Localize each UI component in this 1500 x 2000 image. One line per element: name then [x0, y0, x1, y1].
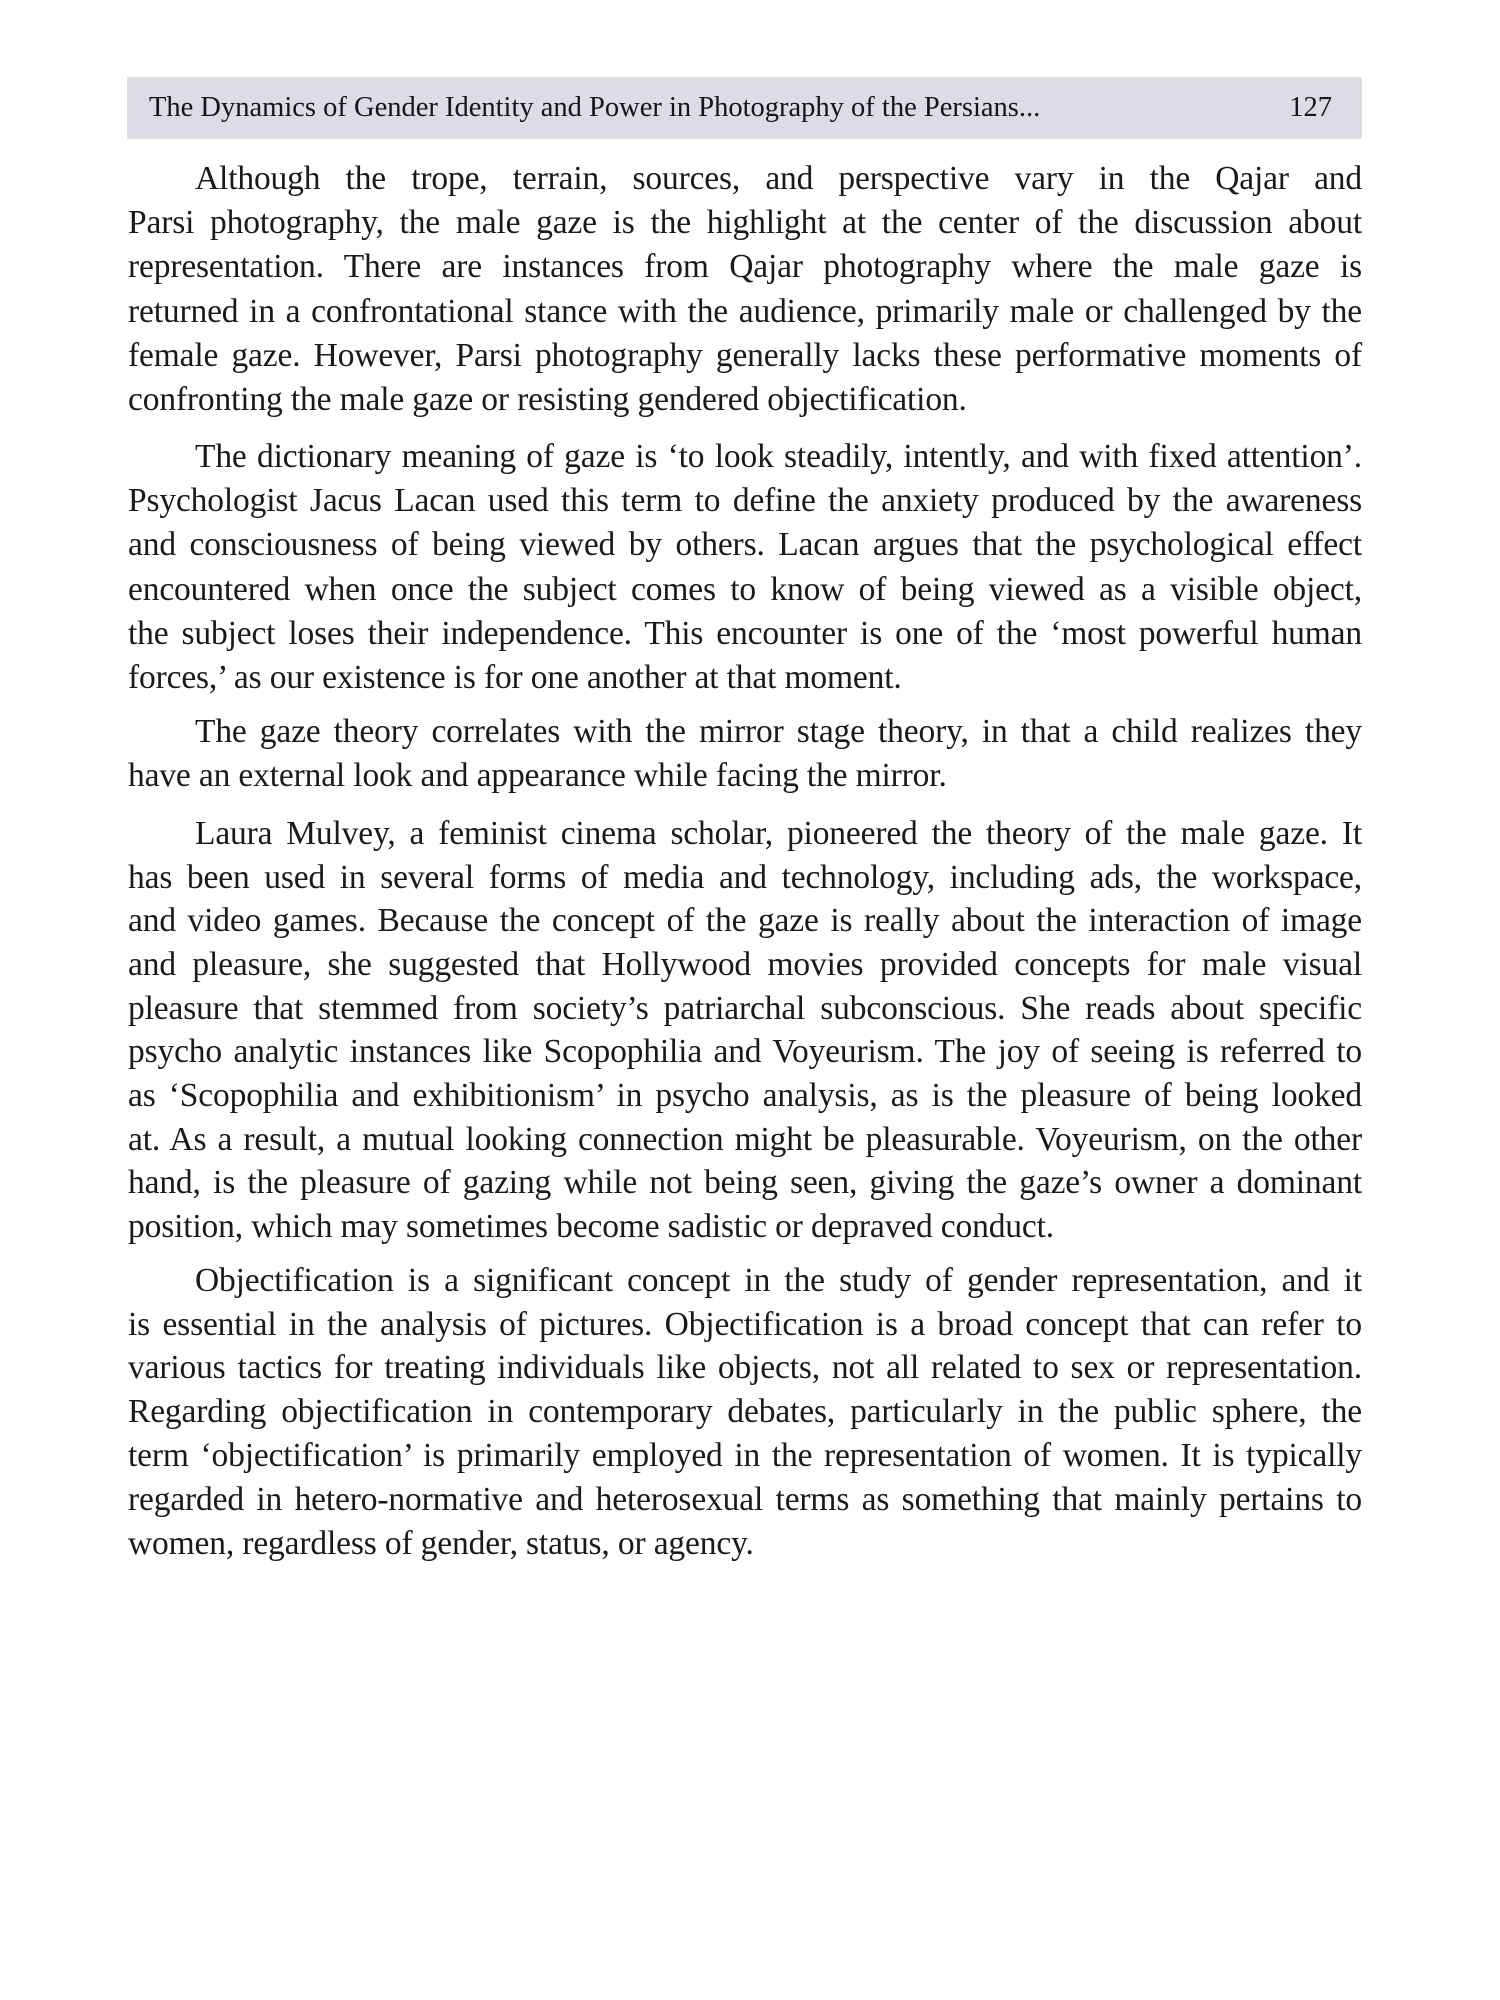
text-line: at. As a result, a mutual looking connection might be pleasurable. Voyeurism, on the other: [128, 1121, 1362, 1158]
text-line: term ‘objectification’ is primarily employed in the representation of women. It is typically: [128, 1437, 1362, 1474]
text-line: women, regardless of gender, status, or agency.: [128, 1525, 754, 1562]
text-line: returned in a confrontational stance with the audience, primarily male or challenged by the: [128, 293, 1362, 330]
text-line: forces,’ as our existence is for one another at that moment.: [128, 659, 902, 696]
text-line: encountered when once the subject comes to know of being viewed as a visible object,: [128, 571, 1362, 608]
running-header: [127, 77, 1362, 139]
text-line: pleasure that stemmed from society’s patriarchal subconscious. She reads about specific: [128, 990, 1362, 1027]
text-line: The gaze theory correlates with the mirror stage theory, in that a child realizes they: [195, 713, 1362, 750]
text-line: female gaze. However, Parsi photography generally lacks these performative moments of: [128, 337, 1362, 374]
text-line: the subject loses their independence. This encounter is one of the ‘most powerful human: [128, 615, 1362, 652]
text-line: Parsi photography, the male gaze is the highlight at the center of the discussion about: [128, 204, 1362, 241]
text-line: regarded in hetero-normative and heterosexual terms as something that mainly pertains to: [128, 1481, 1362, 1518]
text-line: is essential in the analysis of pictures. Objectification is a broad concept that can refer to: [128, 1306, 1362, 1343]
text-line: Regarding objectification in contemporary debates, particularly in the public sphere, the: [128, 1393, 1362, 1430]
text-line: as ‘Scopophilia and exhibitionism’ in psycho analysis, as is the pleasure of being looked: [128, 1077, 1362, 1114]
text-line: has been used in several forms of media and technology, including ads, the workspace,: [128, 859, 1362, 896]
text-line: various tactics for treating individuals like objects, not all related to sex or representation.: [128, 1349, 1362, 1386]
text-line: hand, is the pleasure of gazing while not being seen, giving the gaze’s owner a dominant: [128, 1164, 1362, 1201]
text-line: Objectification is a significant concept in the study of gender representation, and it: [195, 1262, 1362, 1299]
text-line: Although the trope, terrain, sources, and perspective vary in the Qajar and: [195, 160, 1362, 197]
text-line: and consciousness of being viewed by others. Lacan argues that the psychological effect: [128, 526, 1362, 563]
text-line: and pleasure, she suggested that Hollywood movies provided concepts for male visual: [128, 946, 1362, 983]
text-line: and video games. Because the concept of the gaze is really about the interaction of image: [128, 902, 1362, 939]
text-line: position, which may sometimes become sadistic or depraved conduct.: [128, 1208, 1055, 1245]
text-line: Laura Mulvey, a feminist cinema scholar, pioneered the theory of the male gaze. It: [195, 815, 1362, 852]
text-line: Psychologist Jacus Lacan used this term to define the anxiety produced by the awareness: [128, 482, 1362, 519]
text-line: The dictionary meaning of gaze is ‘to look steadily, intently, and with fixed attention’.: [195, 438, 1362, 475]
text-line: have an external look and appearance while facing the mirror.: [128, 757, 947, 794]
running-title: The Dynamics of Gender Identity and Power in Photography of the Persians...: [149, 92, 1041, 123]
page-number: 127: [1289, 92, 1332, 123]
text-line: representation. There are instances from Qajar photography where the male gaze is: [128, 248, 1362, 285]
text-line: confronting the male gaze or resisting gendered objectification.: [128, 381, 967, 418]
text-line: psycho analytic instances like Scopophilia and Voyeurism. The joy of seeing is referred to: [128, 1033, 1362, 1070]
